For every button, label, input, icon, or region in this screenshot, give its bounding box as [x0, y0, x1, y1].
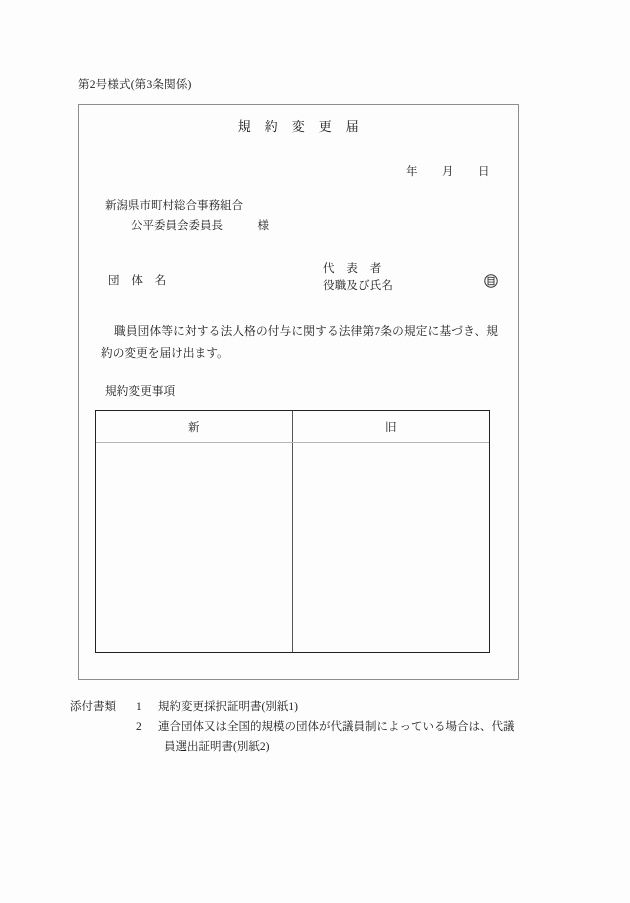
section-label-amendment-items: 規約変更事項 — [105, 385, 176, 398]
attachment-text: 連合団体又は全国的規模の団体が代議員制によっている場合は、代議 — [158, 721, 515, 733]
statement-line-2: 変更を届け出ます。 — [124, 347, 229, 360]
representative-label: 代 表 者 — [323, 263, 382, 275]
attachments-label: 添付書類 — [70, 701, 116, 713]
group-name-label: 団 体 名 — [108, 275, 167, 287]
table-header-row — [96, 411, 489, 443]
form-number-label: 第2号様式(第3条関係) — [78, 79, 192, 91]
attachment-number: 1 — [136, 701, 142, 713]
addressee-recipient: 公平委員会委員長 様 — [131, 220, 269, 232]
attachment-item — [70, 697, 540, 717]
amendment-table — [95, 410, 490, 653]
form-frame — [78, 104, 519, 680]
attachment-number: 2 — [136, 721, 142, 733]
representative-block — [323, 261, 393, 295]
attachments-block — [70, 697, 540, 757]
table-row — [96, 443, 489, 652]
attachment-text-continuation: 員選出証明書(別紙2) — [164, 741, 270, 753]
table-cell-old[interactable] — [293, 443, 490, 652]
statement-paragraph — [101, 321, 498, 365]
page-title: 規 約 変 更 届 — [237, 119, 360, 134]
attachment-item — [70, 717, 540, 737]
table-cell-new[interactable] — [96, 443, 293, 652]
seal-icon — [484, 274, 498, 288]
statement-line-1: 職員団体等に対する法人格の付与に関する法律第7条の規定に基づき、規約の — [101, 325, 498, 360]
table-header-old: 旧 — [385, 421, 397, 434]
representative-sub-label: 役職及び氏名 — [323, 280, 394, 292]
addressee-block — [105, 196, 269, 236]
table-header-new: 新 — [96, 411, 293, 442]
addressee-organization: 新潟県市町村総合事務組合 — [105, 200, 243, 212]
attachment-text: 規約変更採択証明書(別紙1) — [158, 701, 298, 713]
party-block — [105, 261, 500, 305]
date-line: 年 月 日 — [406, 166, 490, 178]
